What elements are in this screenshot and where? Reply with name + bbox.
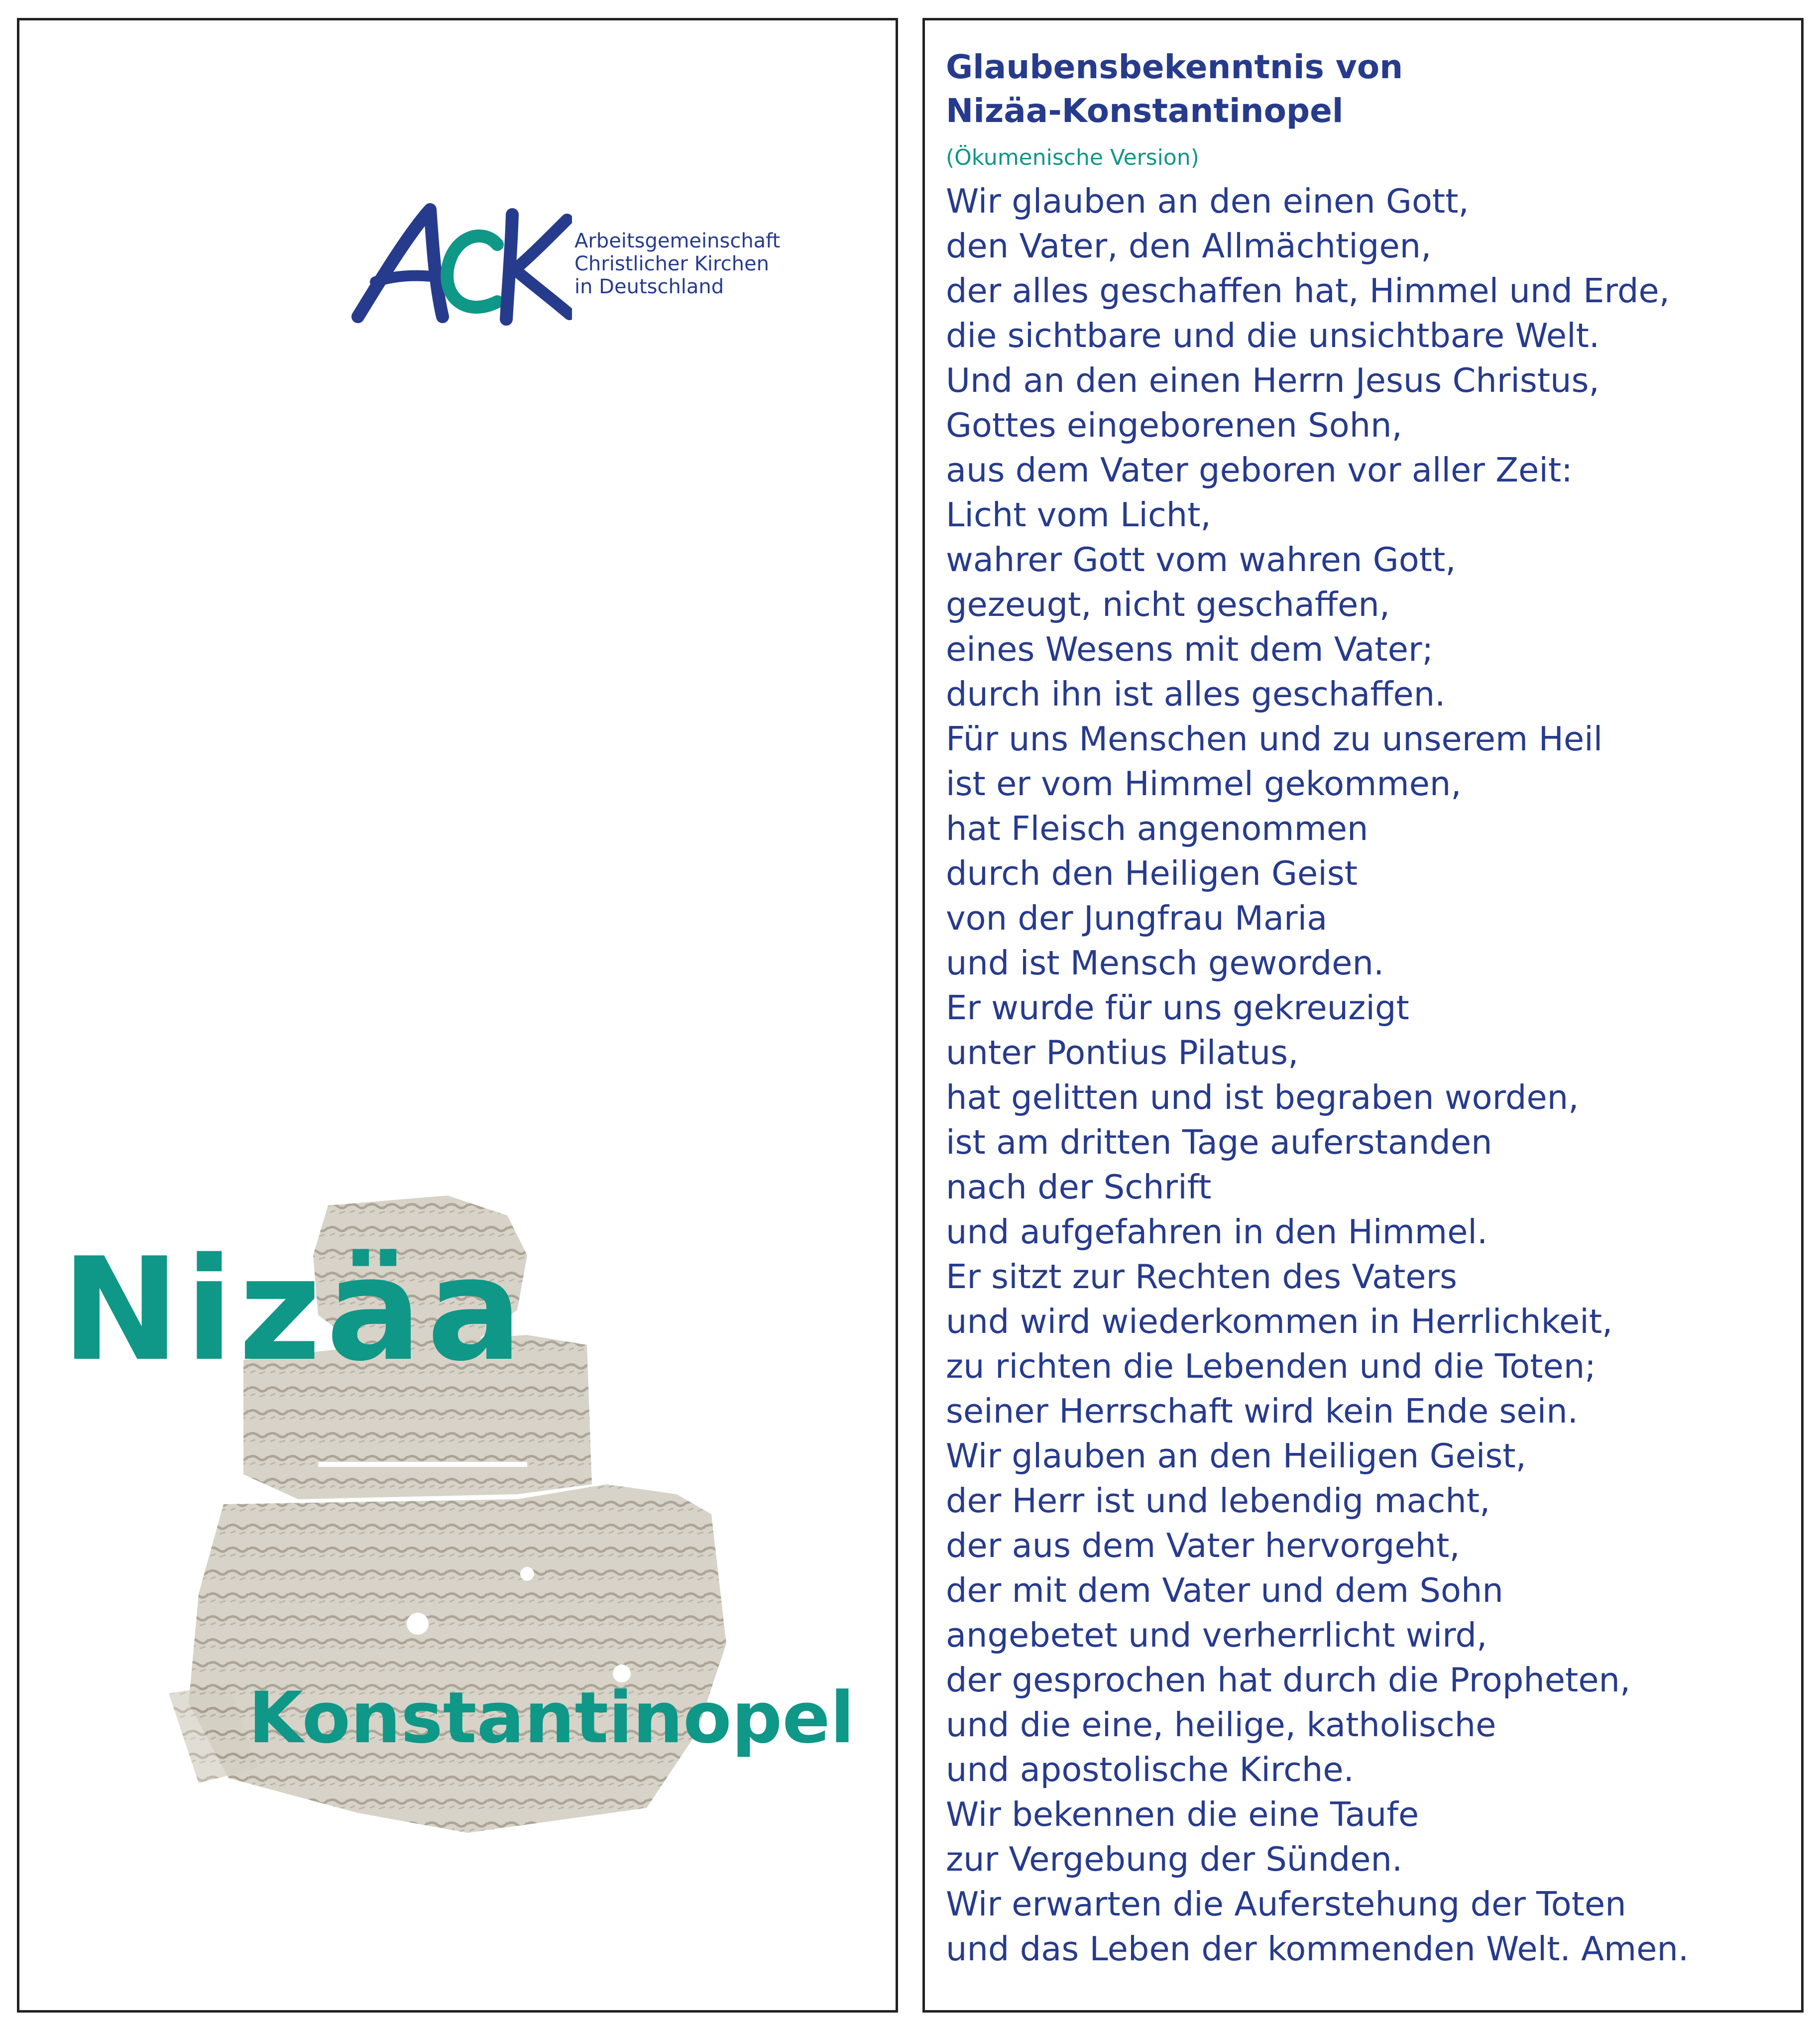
- creed-content: [946, 45, 1782, 1971]
- creed-line: Er sitzt zur Rechten des Vaters: [946, 1257, 1458, 1296]
- ack-mark-icon: [348, 200, 572, 329]
- creed-line: seiner Herrschaft wird kein Ende sein.: [946, 1392, 1578, 1431]
- creed-line: zu richten die Lebenden und die Toten;: [946, 1347, 1596, 1386]
- logo-line-2: Christlicher Kirchen: [574, 252, 769, 275]
- creed-line: unter Pontius Pilatus,: [946, 1033, 1299, 1072]
- creed-line: und aufgefahren in den Himmel.: [946, 1212, 1488, 1251]
- creed-title: [946, 45, 1782, 133]
- creed-line: angebetet und verherrlicht wird,: [946, 1616, 1487, 1655]
- creed-line: Er wurde für uns gekreuzigt: [946, 988, 1409, 1027]
- creed-panel: [922, 18, 1804, 2013]
- creed-line: ist er vom Himmel gekommen,: [946, 764, 1462, 803]
- creed-line: und die eine, heilige, katholische: [946, 1705, 1496, 1744]
- creed-line: von der Jungfrau Maria: [946, 899, 1328, 938]
- creed-line: ist am dritten Tage auferstanden: [946, 1123, 1492, 1162]
- logo-line-1: Arbeitsgemeinschaft: [574, 230, 781, 252]
- cover-title-nizaa: Nizäa: [61, 1227, 528, 1393]
- creed-line: hat gelitten und ist begraben worden,: [946, 1078, 1579, 1117]
- creed-line: der mit dem Vater und dem Sohn: [946, 1571, 1503, 1610]
- creed-line: durch den Heiligen Geist: [946, 854, 1358, 893]
- creed-line: Wir glauben an den einen Gott,: [946, 182, 1469, 221]
- creed-line: durch ihn ist alles geschaffen.: [946, 675, 1446, 714]
- creed-line: die sichtbare und die unsichtbare Welt.: [946, 316, 1600, 355]
- creed-line: Wir erwarten die Auferstehung der Toten: [946, 1885, 1626, 1923]
- creed-line: der aus dem Vater hervorgeht,: [946, 1526, 1460, 1565]
- creed-line: der alles geschaffen hat, Himmel und Erde,: [946, 271, 1670, 310]
- creed-line: den Vater, den Allmächtigen,: [946, 227, 1432, 265]
- cover-panel: [17, 18, 898, 2013]
- creed-line: und das Leben der kommenden Welt. Amen.: [946, 1929, 1689, 1968]
- creed-line: und wird wiederkommen in Herrlichkeit,: [946, 1302, 1613, 1341]
- creed-line: Gottes eingeborenen Sohn,: [946, 406, 1402, 445]
- creed-title-line-2: Nizäa-Konstantinopel: [946, 92, 1344, 130]
- cover-title-konstantinopel: Konstantinopel: [248, 1677, 855, 1759]
- ack-logo-text: [574, 230, 823, 298]
- creed-line: wahrer Gott vom wahren Gott,: [946, 540, 1456, 579]
- creed-line: und apostolische Kirche.: [946, 1750, 1354, 1789]
- creed-line: Und an den einen Herrn Jesus Christus,: [946, 361, 1599, 400]
- creed-subtitle: (Ökumenische Version): [946, 145, 1199, 170]
- creed-line: eines Wesens mit dem Vater;: [946, 630, 1434, 669]
- creed-title-line-1: Glaubensbekenntnis von: [946, 48, 1403, 86]
- ack-logo: [348, 200, 821, 349]
- creed-text: [946, 179, 1782, 1971]
- creed-line: Für uns Menschen und zu unserem Heil: [946, 719, 1603, 758]
- creed-line: gezeugt, nicht geschaffen,: [946, 585, 1390, 624]
- creed-line: der Herr ist und lebendig macht,: [946, 1481, 1490, 1520]
- creed-line: Wir glauben an den Heiligen Geist,: [946, 1436, 1526, 1475]
- creed-line: der gesprochen hat durch die Propheten,: [946, 1661, 1631, 1699]
- logo-line-3: in Deutschland: [574, 275, 724, 298]
- creed-line: zur Vergebung der Sünden.: [946, 1840, 1403, 1879]
- creed-line: aus dem Vater geboren vor aller Zeit:: [946, 451, 1573, 489]
- creed-line: Wir bekennen die eine Taufe: [946, 1795, 1419, 1834]
- creed-line: nach der Schrift: [946, 1168, 1212, 1206]
- creed-line: Licht vom Licht,: [946, 495, 1211, 534]
- creed-line: hat Fleisch angenommen: [946, 809, 1368, 848]
- creed-line: und ist Mensch geworden.: [946, 944, 1384, 982]
